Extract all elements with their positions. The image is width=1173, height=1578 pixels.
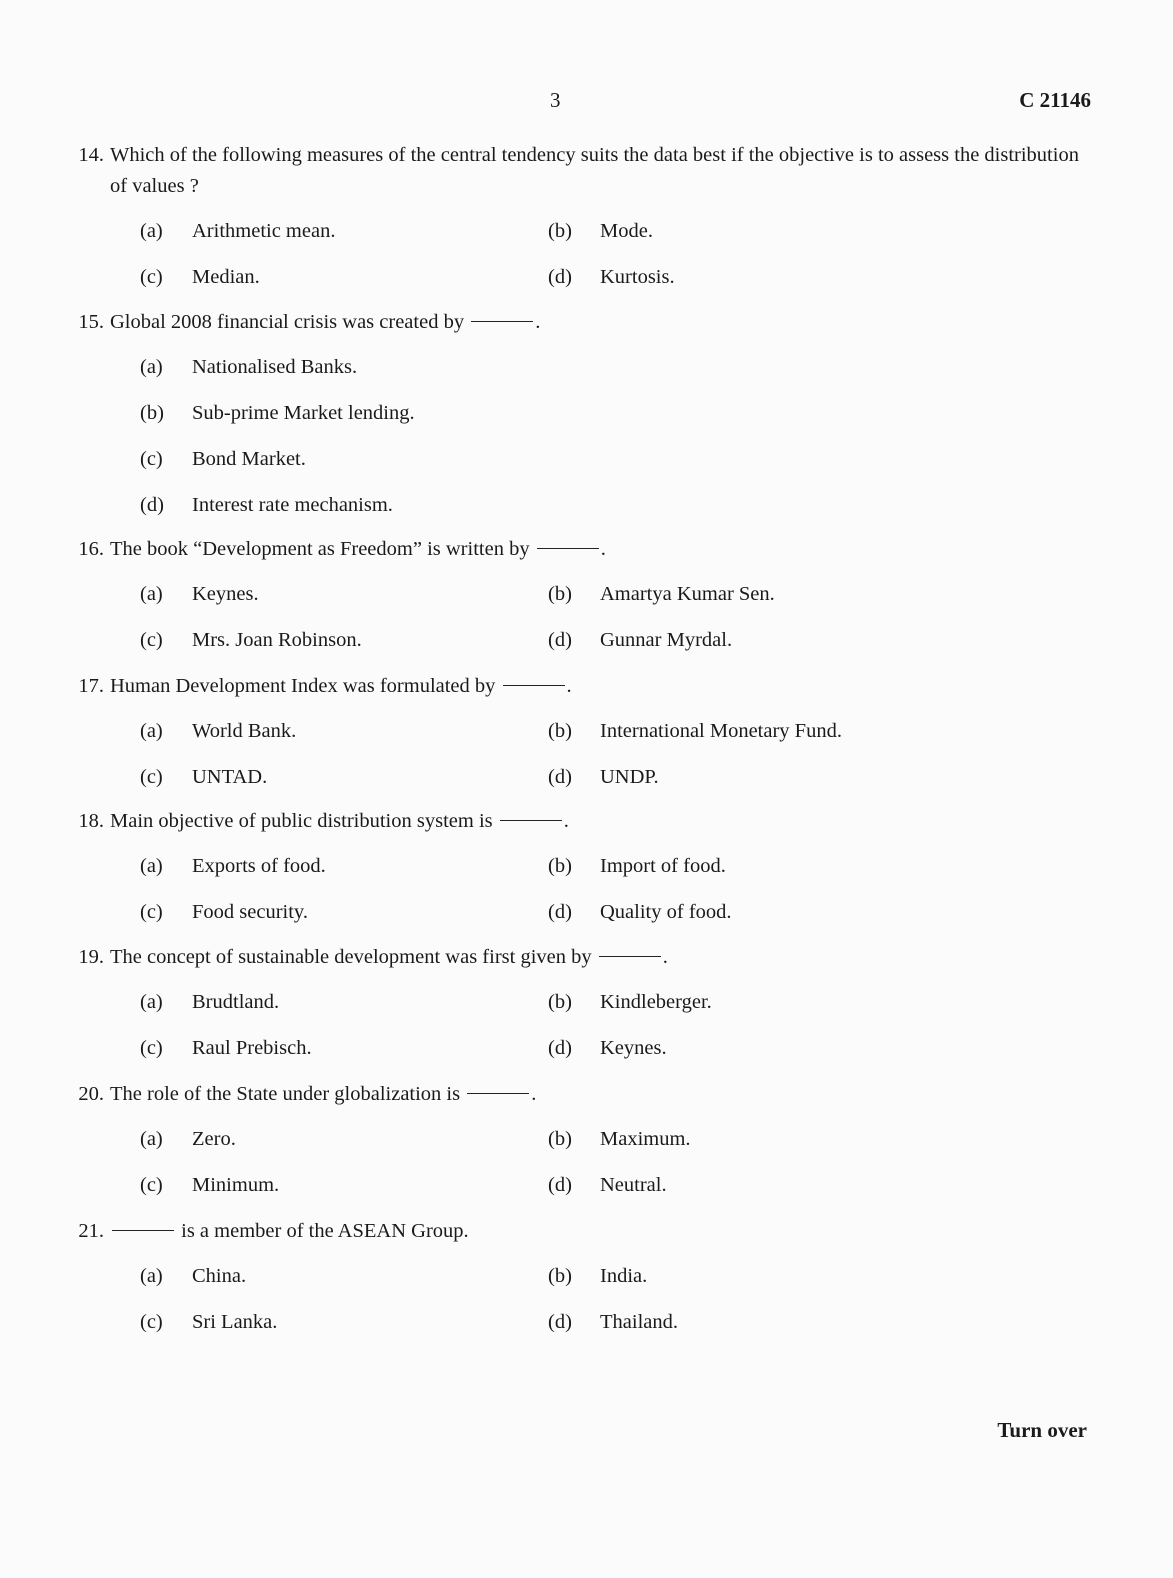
option-label: (d) — [140, 494, 164, 516]
question-text-after: . — [566, 675, 572, 697]
option-label: (b) — [548, 583, 572, 605]
option-label: (a) — [140, 356, 163, 378]
question — [60, 942, 1095, 973]
question-text-after: . — [563, 810, 569, 832]
option-text: Raul Prebisch. — [192, 1037, 312, 1059]
answer-option — [140, 1262, 246, 1290]
answer-option — [548, 1308, 678, 1336]
option-label: (a) — [140, 1128, 163, 1150]
answer-blank — [503, 685, 565, 686]
option-text: Kurtosis. — [600, 266, 675, 288]
answer-option — [140, 1034, 312, 1062]
option-text: Kindleberger. — [600, 991, 712, 1013]
option-text: Brudtland. — [192, 991, 280, 1013]
option-label: (d) — [548, 629, 572, 651]
option-label: (c) — [140, 1037, 163, 1059]
question — [60, 1079, 1095, 1110]
question — [60, 806, 1095, 837]
option-label: (c) — [140, 266, 163, 288]
answer-option — [140, 717, 296, 745]
option-label: (c) — [140, 1174, 163, 1196]
answer-option — [140, 263, 260, 291]
option-text: UNTAD. — [192, 766, 268, 788]
answer-blank — [112, 1230, 174, 1231]
option-label: (b) — [548, 220, 572, 242]
answer-option — [140, 898, 308, 926]
answer-option — [548, 852, 726, 880]
option-label: (a) — [140, 720, 163, 742]
answer-option — [140, 445, 306, 473]
question-text-after: . — [531, 1083, 537, 1105]
answer-option — [140, 399, 415, 427]
option-text: Quality of food. — [600, 901, 732, 923]
option-text: Nationalised Banks. — [192, 356, 358, 378]
option-label: (d) — [548, 1037, 572, 1059]
answer-blank — [500, 820, 562, 821]
option-text: Sri Lanka. — [192, 1311, 278, 1333]
answer-option — [140, 1308, 277, 1336]
answer-blank — [467, 1093, 529, 1094]
question-stem — [110, 806, 1095, 837]
answer-option — [548, 1171, 667, 1199]
question-text: Global 2008 financial crisis was created by — [110, 311, 465, 333]
question-stem — [110, 140, 1095, 202]
answer-option — [548, 580, 775, 608]
answer-option — [548, 988, 712, 1016]
question — [60, 140, 1095, 202]
question — [60, 307, 1095, 338]
question-number: 18. — [78, 810, 104, 832]
option-label: (a) — [140, 1265, 163, 1287]
answer-option — [140, 1125, 236, 1153]
answer-option — [548, 626, 732, 654]
question-stem — [110, 942, 1095, 973]
option-label: (d) — [548, 901, 572, 923]
answer-option — [548, 717, 842, 745]
option-label: (c) — [140, 1311, 163, 1333]
option-label: (d) — [548, 766, 572, 788]
option-text: Keynes. — [600, 1037, 667, 1059]
question — [60, 534, 1095, 565]
option-label: (b) — [548, 720, 572, 742]
option-label: (d) — [548, 1311, 572, 1333]
option-label: (c) — [140, 766, 163, 788]
question-text: Human Development Index was formulated by — [110, 675, 496, 697]
option-text: World Bank. — [192, 720, 297, 742]
option-text: Minimum. — [192, 1174, 280, 1196]
answer-option — [548, 1125, 691, 1153]
option-label: (c) — [140, 448, 163, 470]
option-label: (b) — [548, 855, 572, 877]
option-text: Keynes. — [192, 583, 259, 605]
question-number: 17. — [78, 675, 104, 697]
question-text-after: is a member of the ASEAN Group. — [181, 1220, 469, 1242]
option-label: (b) — [548, 1265, 572, 1287]
option-label: (a) — [140, 583, 163, 605]
answer-option — [548, 1262, 647, 1290]
option-text: Median. — [192, 266, 260, 288]
question-number: 19. — [78, 946, 104, 968]
option-text: Interest rate mechanism. — [192, 494, 393, 516]
question — [60, 671, 1095, 702]
option-label: (d) — [548, 266, 572, 288]
option-text: Import of food. — [600, 855, 726, 877]
answer-option — [140, 217, 335, 245]
answer-option — [140, 763, 267, 791]
turn-over-label: Turn over — [997, 1418, 1087, 1442]
option-label: (d) — [548, 1174, 572, 1196]
option-text: Food security. — [192, 901, 308, 923]
question-text-after: . — [662, 946, 668, 968]
option-text: Gunnar Myrdal. — [600, 629, 733, 651]
question-stem — [110, 307, 1095, 338]
answer-blank — [599, 956, 661, 957]
option-text: China. — [192, 1265, 247, 1287]
question — [60, 1216, 1095, 1247]
answer-option — [140, 988, 279, 1016]
option-label: (a) — [140, 220, 163, 242]
answer-option — [548, 898, 732, 926]
answer-option — [548, 217, 653, 245]
answer-option — [140, 852, 326, 880]
option-label: (a) — [140, 991, 163, 1013]
option-text: International Monetary Fund. — [600, 720, 842, 742]
option-text: Thailand. — [600, 1311, 678, 1333]
page-number: 3 — [550, 88, 561, 112]
option-label: (c) — [140, 629, 163, 651]
question-stem — [110, 1079, 1095, 1110]
option-text: Arithmetic mean. — [192, 220, 336, 242]
question-text-after: . — [600, 538, 606, 560]
answer-option — [140, 580, 259, 608]
answer-option — [548, 263, 675, 291]
option-text: Exports of food. — [192, 855, 326, 877]
option-label: (b) — [548, 1128, 572, 1150]
answer-option — [140, 1171, 279, 1199]
page-header — [0, 88, 1173, 118]
question-number: 15. — [78, 311, 104, 333]
option-text: Maximum. — [600, 1128, 691, 1150]
question-number: 21. — [78, 1220, 104, 1242]
answer-option — [548, 763, 659, 791]
question-number: 16. — [78, 538, 104, 560]
answer-blank — [537, 548, 599, 549]
answer-option — [140, 353, 357, 381]
question-text: The role of the State under globalization is — [110, 1083, 461, 1105]
paper-code: C 21146 — [1019, 88, 1091, 112]
option-label: (a) — [140, 855, 163, 877]
option-label: (c) — [140, 901, 163, 923]
option-label: (b) — [548, 991, 572, 1013]
answer-option — [548, 1034, 667, 1062]
question-stem — [110, 671, 1095, 702]
option-text: Mrs. Joan Robinson. — [192, 629, 362, 651]
answer-option — [140, 491, 393, 519]
option-text: Neutral. — [600, 1174, 667, 1196]
option-text: India. — [600, 1265, 648, 1287]
option-text: Sub-prime Market lending. — [192, 402, 415, 424]
answer-blank — [471, 321, 533, 322]
answer-option — [140, 626, 362, 654]
option-text: Mode. — [600, 220, 653, 242]
question-number: 14. — [78, 144, 104, 166]
question-text-after: . — [535, 311, 541, 333]
option-label: (b) — [140, 402, 164, 424]
question-text: The book “Development as Freedom” is written by — [110, 538, 530, 560]
option-text: Zero. — [192, 1128, 236, 1150]
option-text: Amartya Kumar Sen. — [600, 583, 775, 605]
question-text: Which of the following measures of the central tendency suits the data best if the objective is to assess the distribution of values ? — [110, 144, 1079, 197]
question-text: Main objective of public distribution system is — [110, 810, 493, 832]
question-stem — [110, 1216, 1095, 1247]
option-text: UNDP. — [600, 766, 659, 788]
option-text: Bond Market. — [192, 448, 306, 470]
question-stem — [110, 534, 1095, 565]
question-number: 20. — [78, 1083, 104, 1105]
question-text: The concept of sustainable development was first given by — [110, 946, 592, 968]
